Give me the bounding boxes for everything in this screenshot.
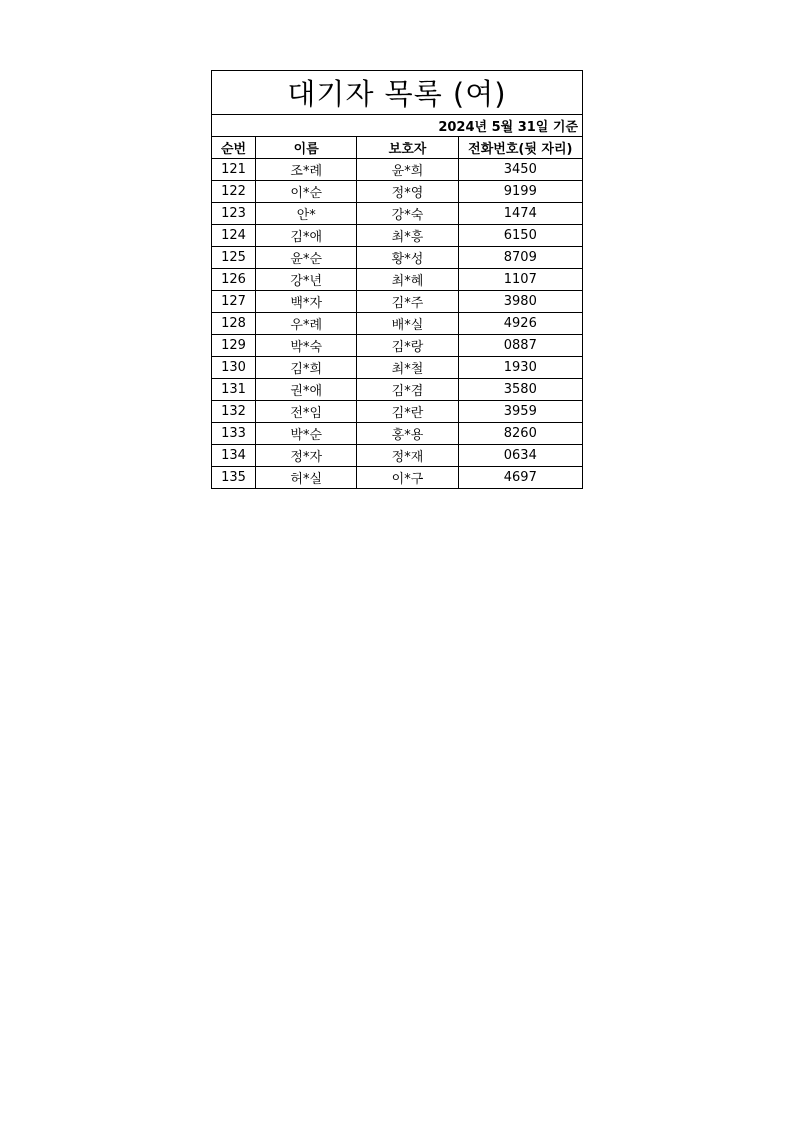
table-row	[212, 291, 583, 313]
row-guardian-cell: 강*숙	[357, 203, 458, 225]
row-name-cell: 우*례	[256, 313, 357, 335]
row-name-cell: 백*자	[256, 291, 357, 313]
row-number-cell: 135	[212, 467, 256, 489]
row-number-cell: 129	[212, 335, 256, 357]
table-row	[212, 423, 583, 445]
row-guardian-cell: 최*혜	[357, 269, 458, 291]
row-guardian-cell: 윤*희	[357, 159, 458, 181]
row-number-cell: 125	[212, 247, 256, 269]
row-number-cell: 123	[212, 203, 256, 225]
row-name-cell: 허*실	[256, 467, 357, 489]
row-name-cell: 김*애	[256, 225, 357, 247]
row-guardian-cell: 정*재	[357, 445, 458, 467]
row-phone-cell: 8709	[458, 247, 582, 269]
table-row	[212, 181, 583, 203]
row-phone-cell: 0887	[458, 335, 582, 357]
table-row	[212, 379, 583, 401]
row-number-cell: 121	[212, 159, 256, 181]
row-number-cell: 133	[212, 423, 256, 445]
row-guardian-cell: 김*주	[357, 291, 458, 313]
row-name-cell: 정*자	[256, 445, 357, 467]
row-phone-cell: 0634	[458, 445, 582, 467]
row-name-cell: 강*년	[256, 269, 357, 291]
table-row	[212, 159, 583, 181]
row-guardian-cell: 최*흥	[357, 225, 458, 247]
reference-date: 2024년 5월 31일 기준	[212, 115, 583, 137]
row-name-cell: 박*숙	[256, 335, 357, 357]
header-row	[212, 137, 583, 159]
table-row	[212, 269, 583, 291]
row-guardian-cell: 홍*용	[357, 423, 458, 445]
row-name-cell: 이*순	[256, 181, 357, 203]
row-number-cell: 126	[212, 269, 256, 291]
row-phone-cell: 4697	[458, 467, 582, 489]
row-guardian-cell: 김*겸	[357, 379, 458, 401]
row-name-cell: 조*례	[256, 159, 357, 181]
date-row	[212, 115, 583, 137]
row-phone-cell: 8260	[458, 423, 582, 445]
table-row	[212, 247, 583, 269]
table-row	[212, 357, 583, 379]
row-name-cell: 전*임	[256, 401, 357, 423]
table-row	[212, 445, 583, 467]
table-row	[212, 335, 583, 357]
row-phone-cell: 3450	[458, 159, 582, 181]
row-name-cell: 권*애	[256, 379, 357, 401]
row-phone-cell: 1930	[458, 357, 582, 379]
table-row	[212, 203, 583, 225]
title-row	[212, 71, 583, 115]
column-header-number: 순번	[212, 137, 256, 159]
row-phone-cell: 3980	[458, 291, 582, 313]
table-row	[212, 225, 583, 247]
row-guardian-cell: 최*철	[357, 357, 458, 379]
row-number-cell: 131	[212, 379, 256, 401]
column-header-guardian: 보호자	[357, 137, 458, 159]
row-phone-cell: 3580	[458, 379, 582, 401]
row-phone-cell: 4926	[458, 313, 582, 335]
row-name-cell: 김*희	[256, 357, 357, 379]
table-row	[212, 467, 583, 489]
row-phone-cell: 3959	[458, 401, 582, 423]
row-number-cell: 132	[212, 401, 256, 423]
row-guardian-cell: 배*실	[357, 313, 458, 335]
row-number-cell: 134	[212, 445, 256, 467]
row-guardian-cell: 이*구	[357, 467, 458, 489]
row-guardian-cell: 황*성	[357, 247, 458, 269]
row-name-cell: 안*	[256, 203, 357, 225]
row-guardian-cell: 김*랑	[357, 335, 458, 357]
column-header-name: 이름	[256, 137, 357, 159]
row-guardian-cell: 김*란	[357, 401, 458, 423]
row-name-cell: 박*순	[256, 423, 357, 445]
row-number-cell: 127	[212, 291, 256, 313]
table-row	[212, 313, 583, 335]
row-phone-cell: 6150	[458, 225, 582, 247]
waitlist-table	[211, 70, 583, 489]
row-phone-cell: 1107	[458, 269, 582, 291]
page-title: 대기자 목록 (여)	[212, 71, 583, 115]
row-number-cell: 124	[212, 225, 256, 247]
table-row	[212, 401, 583, 423]
row-phone-cell: 1474	[458, 203, 582, 225]
row-guardian-cell: 정*영	[357, 181, 458, 203]
row-number-cell: 130	[212, 357, 256, 379]
row-number-cell: 128	[212, 313, 256, 335]
row-number-cell: 122	[212, 181, 256, 203]
row-phone-cell: 9199	[458, 181, 582, 203]
column-header-phone: 전화번호(뒷 자리)	[458, 137, 582, 159]
row-name-cell: 윤*순	[256, 247, 357, 269]
